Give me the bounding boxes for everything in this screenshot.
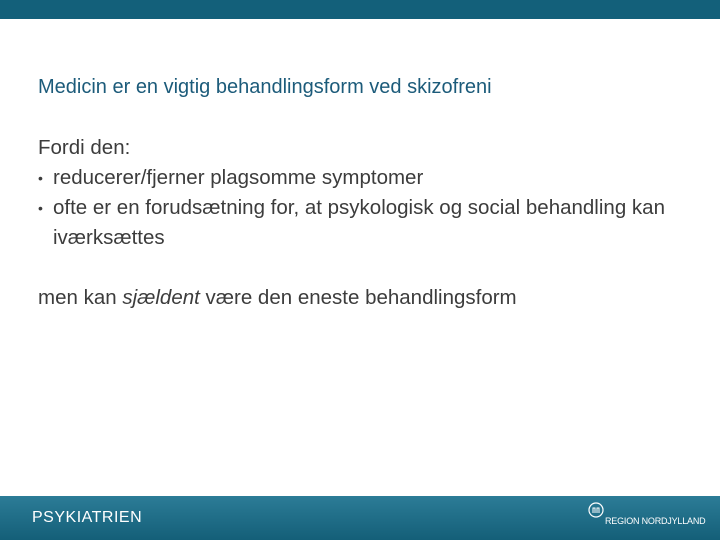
region-brand [588, 500, 716, 536]
region-brand-label: REGION NORDJYLLAND [605, 516, 706, 526]
closing-text-emphasis: sjældent [122, 286, 200, 309]
intro-text: Fordi den: [38, 136, 131, 159]
bullet-icon: • [38, 170, 43, 186]
slide-body [38, 133, 678, 313]
bullet-text: ofte er en forudsætning for, at psykologisk og social behandling kan iværksættes [53, 196, 665, 249]
bullet-text: reducerer/fjerner plagsomme symptomer [53, 166, 424, 189]
closing-text-before: men kan [38, 286, 123, 309]
slide-title: Medicin er en vigtig behandlingsform ved skizofreni [38, 76, 492, 98]
closing-text [38, 283, 678, 313]
header-bar [0, 0, 720, 19]
region-nordjylland-logo-icon [588, 502, 604, 518]
psykiatrien-brand: PSYKIATRIEN [32, 509, 143, 526]
closing-text-after: være den eneste behandlingsform [199, 286, 517, 309]
bullet-item [38, 163, 678, 193]
bullet-item [38, 193, 678, 253]
bullet-list [38, 163, 678, 253]
bullet-icon: • [38, 200, 43, 216]
